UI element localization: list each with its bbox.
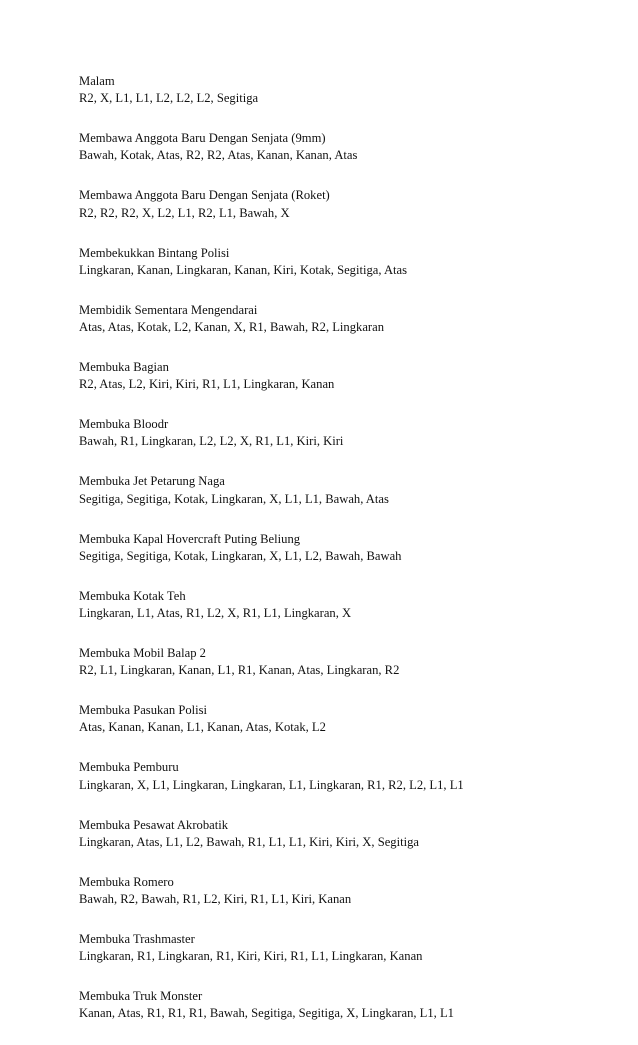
cheat-entry-recruit-9mm [79, 130, 619, 164]
entry-title: Membidik Sementara Mengendarai [79, 302, 258, 317]
cheat-entry-bloodr [79, 416, 619, 450]
document-page [79, 73, 619, 1045]
entry-title: Membuka Pasukan Polisi [79, 703, 208, 718]
entry-code: R2, L1, Lingkaran, Kanan, L1, R1, Kanan, Atas, Lingkaran, R2 [79, 663, 400, 678]
entry-code: R2, R2, R2, X, L2, L1, R2, L1, Bawah, X [79, 205, 290, 220]
cheat-entry-trashmaster [79, 931, 619, 965]
entry-code: Atas, Kanan, Kanan, L1, Kanan, Atas, Kotak, L2 [79, 720, 326, 735]
cheat-entry-romero [79, 874, 619, 908]
entry-title: Membekukkan Bintang Polisi [79, 245, 230, 260]
entry-code: Lingkaran, R1, Lingkaran, R1, Kiri, Kiri, R1, L1, Lingkaran, Kanan [79, 949, 423, 964]
cheat-entry-freeze-wanted [79, 245, 619, 279]
cheat-entry-jet [79, 473, 619, 507]
entry-title: Membawa Anggota Baru Dengan Senjata (Roket) [79, 188, 330, 203]
entry-title: Membuka Pemburu [79, 760, 179, 775]
entry-title: Membuka Kapal Hovercraft Puting Beliung [79, 531, 301, 546]
cheat-entry-hovercraft [79, 531, 619, 565]
cheat-entry-pemburu [79, 759, 619, 793]
cheat-entry-bagian [79, 359, 619, 393]
entry-title: Membuka Bagian [79, 360, 169, 375]
entry-code: Bawah, R1, Lingkaran, L2, L2, X, R1, L1, Kiri, Kiri [79, 434, 344, 449]
entry-title: Membuka Trashmaster [79, 932, 195, 947]
entry-code: R2, Atas, L2, Kiri, Kiri, R1, L1, Lingkaran, Kanan [79, 377, 335, 392]
entry-title: Membuka Truk Monster [79, 989, 203, 1004]
cheat-entry-pesawat [79, 817, 619, 851]
cheat-entry-recruit-rocket [79, 187, 619, 221]
entry-code: Lingkaran, L1, Atas, R1, L2, X, R1, L1, Lingkaran, X [79, 606, 352, 621]
cheat-entry-mobil-balap [79, 645, 619, 679]
entry-code: Lingkaran, Kanan, Lingkaran, Kanan, Kiri, Kotak, Segitiga, Atas [79, 262, 408, 277]
entry-code: Kanan, Atas, R1, R1, R1, Bawah, Segitiga, Segitiga, X, Lingkaran, L1, L1 [79, 1006, 454, 1021]
entry-title: Membawa Anggota Baru Dengan Senjata (9mm) [79, 131, 326, 146]
cheat-entry-kotak-teh [79, 588, 619, 622]
entry-code: R2, X, L1, L1, L2, L2, L2, Segitiga [79, 91, 259, 106]
entry-title: Membuka Kotak Teh [79, 588, 186, 603]
entry-code: Bawah, Kotak, Atas, R2, R2, Atas, Kanan, Kanan, Atas [79, 148, 358, 163]
entry-code: Lingkaran, X, L1, Lingkaran, Lingkaran, L1, Lingkaran, R1, R2, L2, L1, L1 [79, 777, 464, 792]
cheat-entry-truk-monster [79, 988, 619, 1022]
entry-code: Atas, Atas, Kotak, L2, Kanan, X, R1, Bawah, R2, Lingkaran [79, 320, 384, 335]
entry-code: Bawah, R2, Bawah, R1, L2, Kiri, R1, L1, Kiri, Kanan [79, 892, 352, 907]
entry-title: Membuka Jet Petarung Naga [79, 474, 225, 489]
entry-code: Segitiga, Segitiga, Kotak, Lingkaran, X, L1, L1, Bawah, Atas [79, 491, 389, 506]
entry-title: Membuka Pesawat Akrobatik [79, 817, 228, 832]
cheat-entry-malam [79, 73, 619, 107]
cheat-entry-pasukan-polisi [79, 702, 619, 736]
entry-title: Membuka Mobil Balap 2 [79, 646, 206, 661]
entry-title: Membuka Bloodr [79, 417, 169, 432]
entry-title: Membuka Romero [79, 874, 174, 889]
entry-code: Lingkaran, Atas, L1, L2, Bawah, R1, L1, L1, Kiri, Kiri, X, Segitiga [79, 834, 419, 849]
entry-code: Segitiga, Segitiga, Kotak, Lingkaran, X, L1, L2, Bawah, Bawah [79, 548, 402, 563]
cheat-entry-aim-driving [79, 302, 619, 336]
entry-title: Malam [79, 74, 115, 88]
